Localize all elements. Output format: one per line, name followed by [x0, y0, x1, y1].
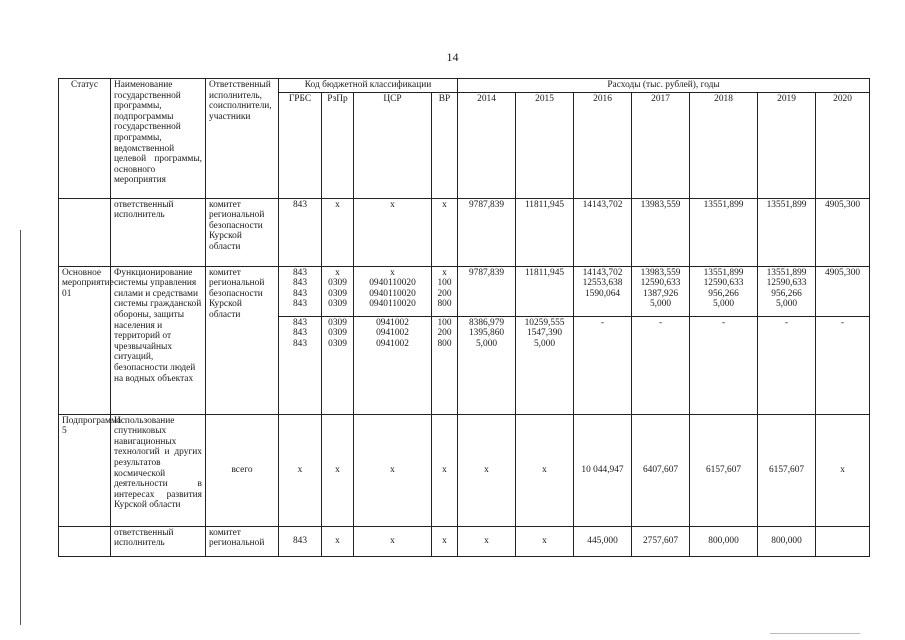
cell-2018: 6157,607 — [690, 414, 758, 526]
cell-vr: х — [432, 198, 458, 266]
cell-2015: х — [516, 526, 574, 556]
cell-2014: 8386,979 1395,860 5,000 — [458, 316, 516, 414]
cell-2018: - — [690, 316, 758, 414]
cell-status — [59, 526, 111, 556]
cell-2016: 14143,702 — [574, 198, 632, 266]
cell-2017: 13983,559 — [632, 198, 690, 266]
cell-name: Использование спутниковых навигационных технологий и других результатов космической деятельности в интересах развития Курской области — [111, 414, 206, 526]
cell-2016: 14143,702 12553,638 1590,064 — [574, 266, 632, 316]
cell-csr: х — [354, 198, 432, 266]
header-code-grbs: ГРБС — [279, 92, 322, 198]
cell-csr: х — [354, 526, 432, 556]
cell-vr: 100 200 800 — [432, 316, 458, 414]
cell-rzpr: х — [322, 198, 354, 266]
header-year-2015: 2015 — [516, 92, 574, 198]
budget-table — [58, 78, 870, 557]
cell-2018: 13551,899 12590,633 956,266 5,000 — [690, 266, 758, 316]
cell-2015: 10259,555 1547,390 5,000 — [516, 316, 574, 414]
cell-vr: х — [432, 414, 458, 526]
cell-2015: 11811,945 — [516, 266, 574, 316]
cell-2014: х — [458, 526, 516, 556]
header-status: Статус — [59, 79, 111, 199]
header-year-2020: 2020 — [816, 92, 870, 198]
cell-name: ответственный исполнитель — [111, 526, 206, 556]
cell-2015: х — [516, 414, 574, 526]
header-code-group: Код бюджетной классификации — [279, 79, 458, 93]
cell-2020 — [816, 526, 870, 556]
cell-name: ответственный исполнитель — [111, 198, 206, 266]
header-code-csr: ЦСР — [354, 92, 432, 198]
table-row — [59, 266, 870, 316]
cell-grbs: 843 — [279, 526, 322, 556]
cell-csr: х 0940110020 0940110020 0940110020 — [354, 266, 432, 316]
header-name: Наименование государственной программы, подпрограммы государственной программы, ведомственной целевой программы, основного мероприятия — [111, 79, 206, 199]
cell-2016: 10 044,947 — [574, 414, 632, 526]
page-number: 14 — [446, 50, 459, 64]
header-code-rzpr: РзПр — [322, 92, 354, 198]
scan-bottom-line — [770, 633, 860, 634]
cell-2020: х — [816, 414, 870, 526]
table-row — [59, 198, 870, 266]
cell-grbs: х — [279, 414, 322, 526]
cell-executor: комитет региональной безопасности Курской области — [206, 266, 279, 414]
cell-2017: 6407,607 — [632, 414, 690, 526]
header-executor: Ответственный исполнитель, соисполнители, участники — [206, 79, 279, 199]
cell-executor: всего — [206, 414, 279, 526]
cell-executor: комитет региональной — [206, 526, 279, 556]
cell-2014: 9787,839 — [458, 198, 516, 266]
scan-edge-line — [20, 230, 21, 625]
cell-rzpr: 0309 0309 0309 — [322, 316, 354, 414]
cell-2020: 4905,300 — [816, 198, 870, 266]
cell-2020: - — [816, 316, 870, 414]
cell-executor: комитет региональной безопасности Курской области — [206, 198, 279, 266]
cell-2014: х — [458, 414, 516, 526]
cell-2017: 2757,607 — [632, 526, 690, 556]
header-code-vr: ВР — [432, 92, 458, 198]
cell-name: Функционирование системы управления силами и средствами системы гражданской обороны, защиты населения и территорий от чрезвычайных ситуаций, безопасности людей на водных объектах — [111, 266, 206, 414]
cell-vr: х — [432, 526, 458, 556]
cell-rzpr: х — [322, 526, 354, 556]
header-row-top — [59, 79, 870, 93]
header-year-2014: 2014 — [458, 92, 516, 198]
cell-grbs: 843 — [279, 198, 322, 266]
cell-2019: 6157,607 — [758, 414, 816, 526]
cell-2019: 800,000 — [758, 526, 816, 556]
cell-status: Подпрограмма 5 — [59, 414, 111, 526]
cell-grbs: 843 843 843 — [279, 316, 322, 414]
cell-2019: 13551,899 12590,633 956,266 5,000 — [758, 266, 816, 316]
cell-2016: - — [574, 316, 632, 414]
cell-2018: 13551,899 — [690, 198, 758, 266]
cell-2019: - — [758, 316, 816, 414]
cell-csr: 0941002 0941002 0941002 — [354, 316, 432, 414]
cell-2015: 11811,945 — [516, 198, 574, 266]
header-year-2019: 2019 — [758, 92, 816, 198]
cell-2018: 800,000 — [690, 526, 758, 556]
cell-2019: 13551,899 — [758, 198, 816, 266]
cell-2017: - — [632, 316, 690, 414]
cell-rzpr: х 0309 0309 0309 — [322, 266, 354, 316]
header-year-2016: 2016 — [574, 92, 632, 198]
cell-status: Основное мероприятие 01 — [59, 266, 111, 414]
cell-status — [59, 198, 111, 266]
cell-2020: 4905,300 — [816, 266, 870, 316]
cell-rzpr: х — [322, 414, 354, 526]
table-row — [59, 526, 870, 556]
table-row — [59, 414, 870, 526]
cell-2014: 9787,839 — [458, 266, 516, 316]
header-expenses-group: Расходы (тыс. рублей), годы — [458, 79, 870, 93]
header-year-2017: 2017 — [632, 92, 690, 198]
cell-csr: х — [354, 414, 432, 526]
cell-2016: 445,000 — [574, 526, 632, 556]
cell-vr: х 100 200 800 — [432, 266, 458, 316]
cell-grbs: 843 843 843 843 — [279, 266, 322, 316]
header-year-2018: 2018 — [690, 92, 758, 198]
cell-2017: 13983,559 12590,633 1387,926 5,000 — [632, 266, 690, 316]
